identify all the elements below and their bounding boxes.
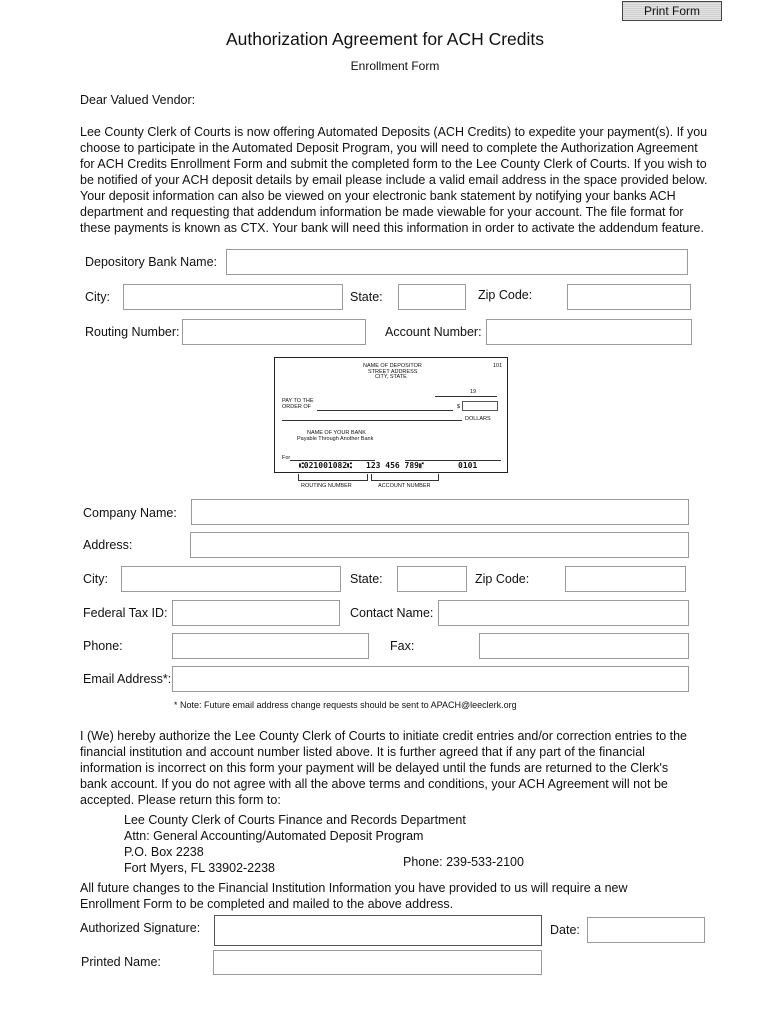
- company-state-input[interactable]: [397, 566, 467, 592]
- printed-name-input[interactable]: [213, 950, 542, 975]
- phone-input[interactable]: [172, 633, 369, 659]
- intro-line: choose to participate in the Automated Deposit Program, you will need to complete the Authorization Agreement: [80, 141, 698, 155]
- bank-state-label: State:: [350, 290, 383, 304]
- department-phone: Phone: 239-533-2100: [403, 855, 524, 869]
- address-label: Address:: [83, 538, 133, 552]
- auth-line: financial institution and account number listed above. It is further agreed that if any part of the financial: [80, 745, 645, 759]
- company-zip-input[interactable]: [565, 566, 686, 592]
- fax-input[interactable]: [479, 633, 689, 659]
- intro-line: these payments is known as CTX. Your bank will need this information in order to activate the addendum feature.: [80, 221, 704, 235]
- email-input[interactable]: [172, 666, 689, 692]
- check-city-state: CITY, STATE: [375, 374, 407, 380]
- check-dollar-sign: $: [457, 404, 461, 410]
- routing-bracket: [298, 474, 368, 481]
- check-micr-account: 123 456 789⑈: [366, 461, 424, 470]
- address-line: P.O. Box 2238: [124, 845, 204, 859]
- future-line: All future changes to the Financial Institution Information you have provided to us will require a new: [80, 881, 628, 895]
- future-changes-paragraph: [80, 880, 628, 912]
- printed-name-label: Printed Name:: [81, 955, 161, 969]
- email-label: Email Address*:: [83, 672, 172, 686]
- phone-label: Phone:: [83, 639, 123, 653]
- check-street: STREET ADDRESS: [368, 369, 418, 375]
- routing-number-label: Routing Number:: [85, 325, 180, 339]
- check-payable: Payable Through Another Bank: [297, 436, 374, 442]
- check-for-label: For: [282, 455, 291, 461]
- check-number: 101: [493, 363, 503, 369]
- routing-caption: ROUTING NUMBER: [301, 483, 352, 489]
- authorization-paragraph: [80, 728, 687, 808]
- company-zip-label: Zip Code:: [475, 572, 530, 586]
- federal-tax-id-label: Federal Tax ID:: [83, 606, 168, 620]
- authorized-signature-label: Authorized Signature:: [80, 921, 201, 935]
- intro-line: Your deposit information can also be viewed on your electronic bank statement by notifying your banks ACH: [80, 189, 676, 203]
- depository-bank-label: Depository Bank Name:: [85, 255, 218, 269]
- check-dollars: DOLLARS: [465, 416, 491, 422]
- future-line: Enrollment Form to be completed and mailed to the above address.: [80, 897, 454, 911]
- greeting: Dear Valued Vendor:: [80, 93, 196, 107]
- auth-line: information is incorrect on this form your payment will be delayed until the funds are returned to the Clerk's: [80, 761, 669, 775]
- check-bank-name: NAME OF YOUR BANK: [307, 430, 366, 436]
- address-line: Fort Myers, FL 33902-2238: [124, 861, 275, 875]
- contact-name-input[interactable]: [438, 600, 689, 626]
- date-input[interactable]: [587, 917, 705, 943]
- federal-tax-id-input[interactable]: [172, 600, 340, 626]
- auth-line: bank account. If you do not agree with all the above terms and conditions, your ACH Agreement will not be: [80, 777, 668, 791]
- auth-line: I (We) hereby authorize the Lee County Clerk of Courts to initiate credit entries and/or correction entries to the: [80, 729, 688, 743]
- company-name-input[interactable]: [191, 499, 689, 525]
- address-line: Lee County Clerk of Courts Finance and Records Department: [124, 813, 466, 827]
- page-subtitle: Enrollment Form: [350, 59, 440, 73]
- routing-number-input[interactable]: [182, 319, 366, 345]
- account-number-label: Account Number:: [385, 325, 482, 339]
- check-micr-routing: ⑆021001082⑆: [299, 461, 352, 470]
- bank-state-input[interactable]: [398, 284, 466, 310]
- email-note: * Note: Future email address change requests should be sent to APACH@leeclerk.org: [174, 700, 517, 710]
- account-bracket: [371, 474, 439, 481]
- check-order-of: ORDER OF: [282, 404, 312, 410]
- check-depositor-name: NAME OF DEPOSITOR: [363, 363, 422, 369]
- authorized-signature-input[interactable]: [214, 915, 542, 946]
- intro-line: be notified of your ACH deposit details by email please include a valid email address in the space provided below.: [80, 173, 708, 187]
- address-input[interactable]: [190, 532, 689, 558]
- intro-line: department and requesting that addendum information be made viewable for your account. The file format for: [80, 205, 684, 219]
- auth-line: accepted. Please return this form to:: [80, 793, 281, 807]
- bank-zip-input[interactable]: [567, 284, 691, 310]
- company-city-label: City:: [83, 572, 108, 586]
- intro-paragraph: [80, 124, 707, 236]
- fax-label: Fax:: [390, 639, 415, 653]
- page-title: Authorization Agreement for ACH Credits: [225, 29, 545, 49]
- check-pay-to: PAY TO THE: [282, 398, 314, 404]
- contact-name-label: Contact Name:: [350, 606, 434, 620]
- intro-line: for ACH Credits Enrollment Form and submit the completed form to the Lee County Clerk of Courts. If you wish to: [80, 157, 707, 171]
- account-caption: ACCOUNT NUMBER: [378, 483, 431, 489]
- bank-zip-label: Zip Code:: [478, 288, 533, 302]
- sample-check-image: [274, 357, 508, 473]
- company-city-input[interactable]: [121, 566, 341, 592]
- check-amount-box: [462, 401, 498, 411]
- depository-bank-input[interactable]: [226, 249, 688, 275]
- account-number-input[interactable]: [486, 319, 692, 345]
- bank-city-label: City:: [85, 290, 110, 304]
- company-state-label: State:: [350, 572, 383, 586]
- check-micr-number: 0101: [458, 461, 478, 470]
- check-year: 19: [470, 389, 477, 395]
- bank-city-input[interactable]: [123, 284, 343, 310]
- print-form-button[interactable]: Print Form: [622, 1, 722, 21]
- intro-line: Lee County Clerk of Courts is now offering Automated Deposits (ACH Credits) to expedite your payment(s). If you: [80, 125, 708, 139]
- address-line: Attn: General Accounting/Automated Deposit Program: [124, 829, 424, 843]
- company-name-label: Company Name:: [83, 506, 177, 520]
- date-label: Date:: [550, 923, 580, 937]
